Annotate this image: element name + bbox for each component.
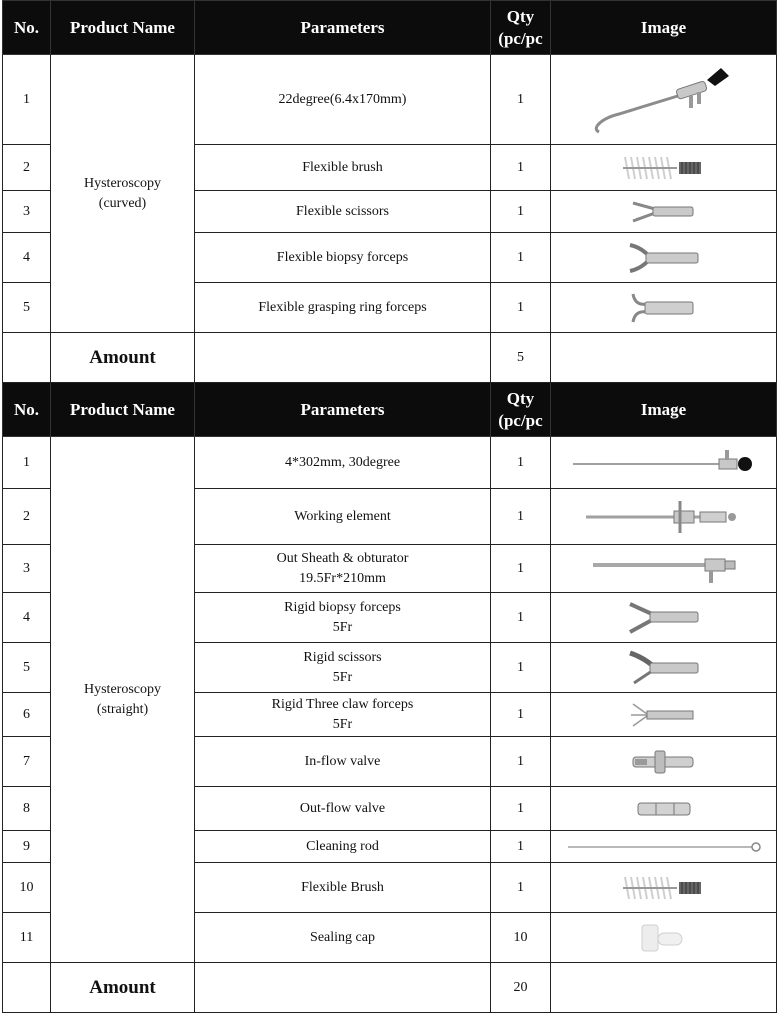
param-line1: Rigid scissors [303,649,382,665]
row-image [551,437,777,489]
row-no: 8 [3,787,51,831]
row-image [551,145,777,191]
row-qty: 10 [491,913,551,963]
rigid-scissors-icon [626,649,702,687]
product-name-line1: Hysteroscopy [84,175,161,191]
amount-empty-cell [551,963,777,1013]
amount-value: 5 [491,333,551,383]
param-line2: 5Fr [332,669,353,685]
product-table [2,0,777,1013]
row-image [551,643,777,693]
amount-label: Amount [51,333,195,383]
header-qty-line1: Qty [506,388,535,408]
header-image: Image [551,1,777,55]
row-parameters [195,643,491,693]
header-qty-line1: Qty [506,6,535,26]
row-image [551,191,777,233]
row-parameters [195,593,491,643]
cleaning-rod-icon [564,840,764,854]
row-image [551,489,777,545]
header-no: No. [3,383,51,437]
row-no: 5 [3,283,51,333]
row-image [551,787,777,831]
scissors-icon [629,197,699,227]
row-image [551,693,777,737]
row-no: 6 [3,693,51,737]
row-qty: 1 [491,831,551,863]
row-qty: 1 [491,787,551,831]
row-image [551,831,777,863]
param-line1: Out Sheath & obturator [276,550,409,566]
row-parameters: Flexible scissors [195,191,491,233]
amount-empty-cell [3,333,51,383]
row-no: 9 [3,831,51,863]
header-no: No. [3,1,51,55]
amount-label: Amount [51,963,195,1013]
row-image [551,593,777,643]
header-product-name: Product Name [51,1,195,55]
row-parameters [195,693,491,737]
row-qty: 1 [491,191,551,233]
row-qty: 1 [491,593,551,643]
amount-row [3,333,777,383]
brush-icon [619,873,709,903]
row-image [551,913,777,963]
header-qty-line2: (pc/pc [498,410,543,430]
header-qty-line2: (pc/pc [498,28,543,48]
rigid-biopsy-forceps-icon [626,600,702,636]
amount-empty-cell [195,963,491,1013]
header-parameters: Parameters [195,383,491,437]
product-name-line1: Hysteroscopy [84,681,161,697]
param-line1: Rigid biopsy forceps [284,599,401,615]
row-no: 7 [3,737,51,787]
row-qty: 1 [491,233,551,283]
row-no: 11 [3,913,51,963]
sheath-icon [589,551,739,587]
row-qty: 1 [491,55,551,145]
sealing-cap-icon [636,923,692,953]
row-no: 3 [3,191,51,233]
table-row [3,55,777,145]
row-parameters: In-flow valve [195,737,491,787]
amount-empty-cell [551,333,777,383]
row-image [551,283,777,333]
header-product-name: Product Name [51,383,195,437]
row-qty: 1 [491,863,551,913]
section-1-body [3,55,777,383]
row-no: 2 [3,145,51,191]
product-name-cell [51,437,195,963]
product-name-line2: (curved) [98,195,147,211]
product-name-line2: (straight) [96,701,149,717]
amount-row [3,963,777,1013]
row-no: 2 [3,489,51,545]
section-2-body [3,437,777,1013]
curved-scope-icon [589,62,739,138]
table-row [3,437,777,489]
row-image [551,233,777,283]
param-line2: 5Fr [332,619,353,635]
three-claw-forceps-icon [629,700,699,730]
row-parameters: Sealing cap [195,913,491,963]
biopsy-forceps-icon [626,241,702,275]
row-qty: 1 [491,283,551,333]
row-qty: 1 [491,489,551,545]
brush-icon [619,153,709,183]
param-line2: 5Fr [332,716,353,732]
row-image [551,737,777,787]
row-parameters: Working element [195,489,491,545]
row-image [551,55,777,145]
row-no: 4 [3,233,51,283]
row-no: 3 [3,545,51,593]
row-qty: 1 [491,545,551,593]
row-parameters: Flexible brush [195,145,491,191]
header-qty [491,383,551,437]
row-parameters: Cleaning rod [195,831,491,863]
amount-empty-cell [3,963,51,1013]
row-no: 5 [3,643,51,693]
row-parameters: Flexible grasping ring forceps [195,283,491,333]
row-no: 1 [3,437,51,489]
inflow-valve-icon [629,747,699,777]
row-parameters: Flexible biopsy forceps [195,233,491,283]
outflow-valve-icon [634,796,694,822]
amount-value: 20 [491,963,551,1013]
row-no: 4 [3,593,51,643]
row-no: 1 [3,55,51,145]
row-parameters: Out-flow valve [195,787,491,831]
row-qty: 1 [491,643,551,693]
working-element-icon [582,497,746,537]
header-parameters: Parameters [195,1,491,55]
ring-forceps-icon [629,288,699,328]
row-qty: 1 [491,437,551,489]
row-image [551,545,777,593]
row-parameters: Flexible Brush [195,863,491,913]
row-parameters: 22degree(6.4x170mm) [195,55,491,145]
row-parameters [195,545,491,593]
row-image [551,863,777,913]
row-qty: 1 [491,145,551,191]
table-header-1 [3,1,777,55]
row-parameters: 4*302mm, 30degree [195,437,491,489]
table-header-2 [3,383,777,437]
rigid-scope-icon [569,448,759,478]
row-qty: 1 [491,737,551,787]
param-line1: Rigid Three claw forceps [271,696,414,712]
product-name-cell [51,55,195,333]
row-qty: 1 [491,693,551,737]
row-no: 10 [3,863,51,913]
amount-empty-cell [195,333,491,383]
header-image: Image [551,383,777,437]
param-line2: 19.5Fr*210mm [299,570,386,586]
header-qty [491,1,551,55]
